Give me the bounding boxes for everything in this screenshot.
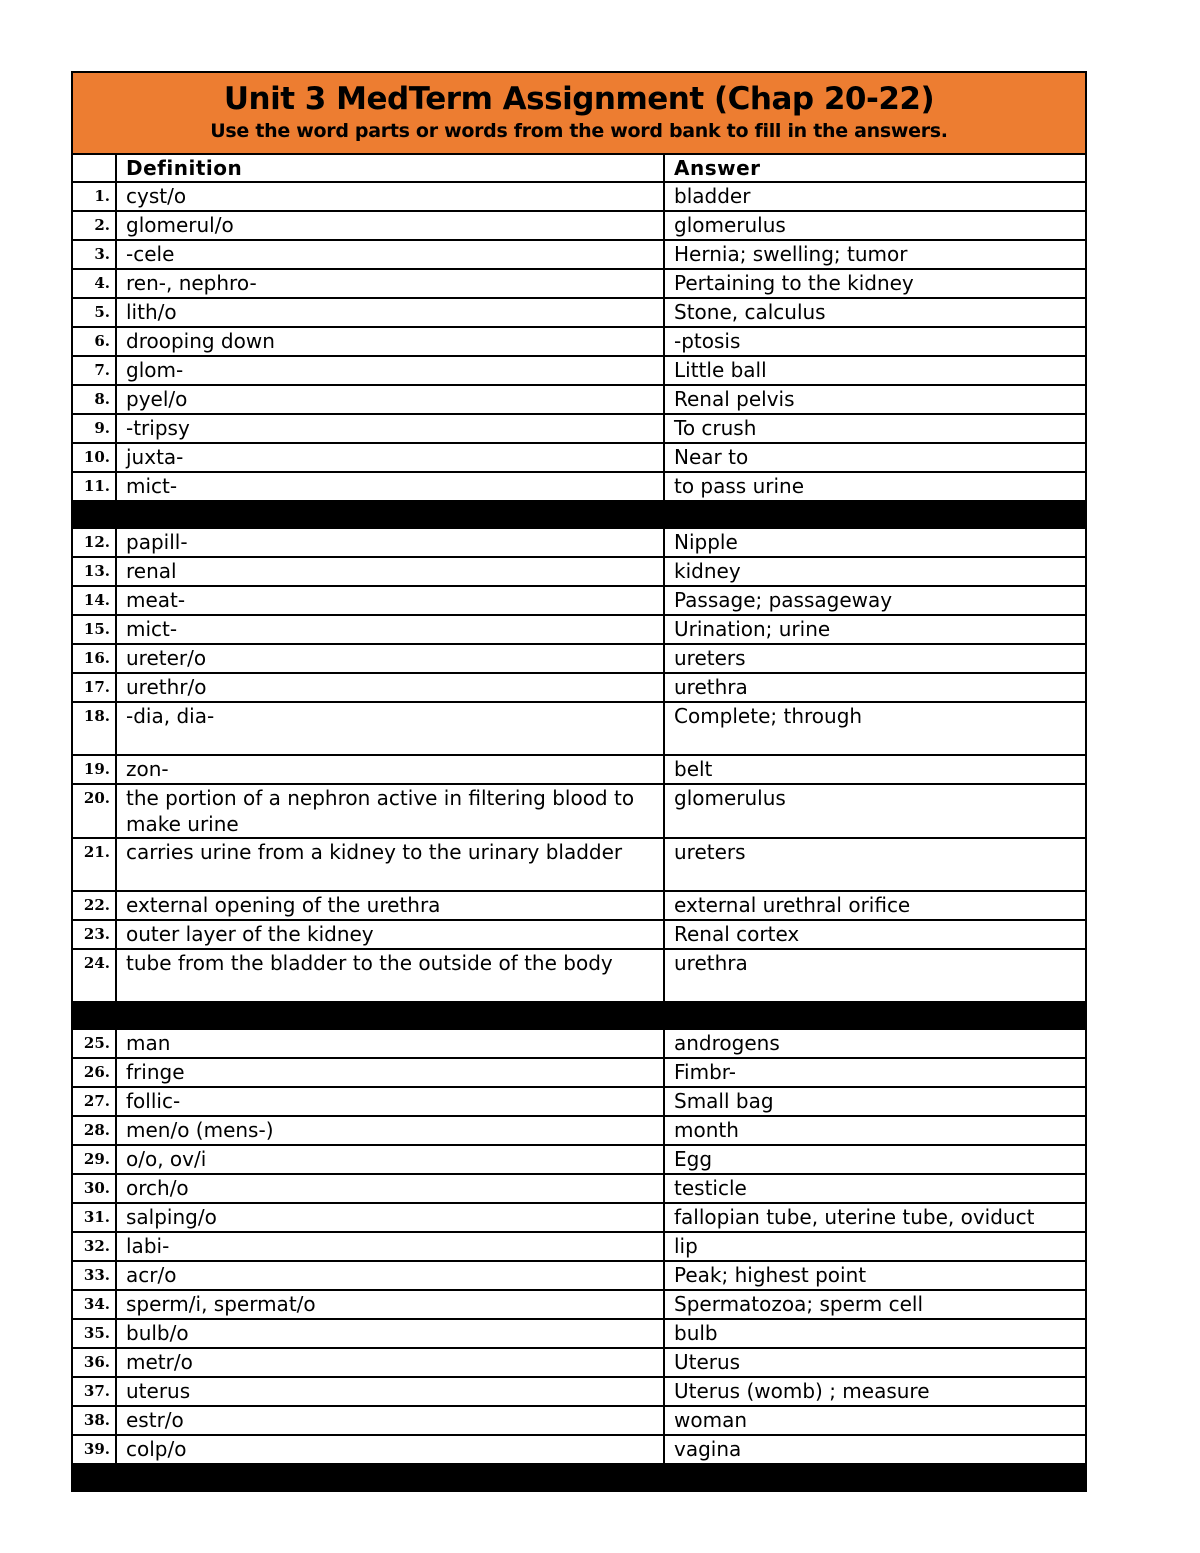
- table-row: [73, 269, 1085, 298]
- answer-cell[interactable]: Stone, calculus: [664, 298, 1085, 327]
- column-header-row: [73, 155, 1085, 182]
- table-row: [73, 1377, 1085, 1406]
- row-number: 33.: [73, 1261, 116, 1290]
- table-row: [73, 1029, 1085, 1058]
- table-row: [73, 1261, 1085, 1290]
- definition-cell: glom-: [116, 356, 664, 385]
- title-banner: [73, 73, 1085, 155]
- row-number: 31.: [73, 1203, 116, 1232]
- definition-cell: meat-: [116, 586, 664, 615]
- row-number: 19.: [73, 755, 116, 784]
- answer-cell[interactable]: urethra: [664, 949, 1085, 1002]
- definition-cell: carries urine from a kidney to the urinary bladder: [116, 838, 664, 891]
- column-header-definition: Definition: [116, 155, 664, 182]
- table-row: [73, 211, 1085, 240]
- answer-cell[interactable]: Small bag: [664, 1087, 1085, 1116]
- row-number: 8.: [73, 385, 116, 414]
- divider-bar: [73, 501, 1085, 528]
- table-row: [73, 1406, 1085, 1435]
- definition-cell: tube from the bladder to the outside of the body: [116, 949, 664, 1002]
- row-number: 22.: [73, 891, 116, 920]
- definition-cell: pyel/o: [116, 385, 664, 414]
- section-divider: [73, 501, 1085, 528]
- assignment-sheet: [71, 71, 1087, 1492]
- definition-cell: acr/o: [116, 1261, 664, 1290]
- answer-cell[interactable]: Hernia; swelling; tumor: [664, 240, 1085, 269]
- definition-cell: bulb/o: [116, 1319, 664, 1348]
- definition-cell: drooping down: [116, 327, 664, 356]
- row-number: 38.: [73, 1406, 116, 1435]
- table-row: [73, 838, 1085, 891]
- table-row: [73, 784, 1085, 838]
- answer-cell[interactable]: Near to: [664, 443, 1085, 472]
- answer-cell[interactable]: Urination; urine: [664, 615, 1085, 644]
- answer-cell[interactable]: Nipple: [664, 528, 1085, 557]
- definition-cell: labi-: [116, 1232, 664, 1261]
- row-number: 23.: [73, 920, 116, 949]
- answer-cell[interactable]: woman: [664, 1406, 1085, 1435]
- row-number: 15.: [73, 615, 116, 644]
- table-row: [73, 891, 1085, 920]
- table-row: [73, 949, 1085, 1002]
- answer-cell[interactable]: Egg: [664, 1145, 1085, 1174]
- answer-cell[interactable]: Uterus (womb) ; measure: [664, 1377, 1085, 1406]
- row-number: 27.: [73, 1087, 116, 1116]
- row-number: 14.: [73, 586, 116, 615]
- column-header-answer: Answer: [664, 155, 1085, 182]
- row-number: 10.: [73, 443, 116, 472]
- section-divider: [73, 1464, 1085, 1490]
- table-row: [73, 443, 1085, 472]
- definition-cell: salping/o: [116, 1203, 664, 1232]
- row-number: 24.: [73, 949, 116, 1002]
- row-number: 34.: [73, 1290, 116, 1319]
- definition-cell: glomerul/o: [116, 211, 664, 240]
- table-row: [73, 1319, 1085, 1348]
- row-number: 16.: [73, 644, 116, 673]
- answer-cell[interactable]: Uterus: [664, 1348, 1085, 1377]
- row-number: 26.: [73, 1058, 116, 1087]
- table-row: [73, 472, 1085, 501]
- definition-cell: urethr/o: [116, 673, 664, 702]
- row-number: 17.: [73, 673, 116, 702]
- answer-cell[interactable]: glomerulus: [664, 211, 1085, 240]
- row-number: 3.: [73, 240, 116, 269]
- answer-cell[interactable]: bladder: [664, 182, 1085, 211]
- table-row: [73, 644, 1085, 673]
- answer-cell[interactable]: belt: [664, 755, 1085, 784]
- definition-cell: -cele: [116, 240, 664, 269]
- table-row: [73, 615, 1085, 644]
- answer-cell[interactable]: external urethral orifice: [664, 891, 1085, 920]
- row-number: 13.: [73, 557, 116, 586]
- definition-cell: external opening of the urethra: [116, 891, 664, 920]
- table-row: [73, 673, 1085, 702]
- answer-cell[interactable]: To crush: [664, 414, 1085, 443]
- row-number: 11.: [73, 472, 116, 501]
- table-row: [73, 1203, 1085, 1232]
- definition-cell: outer layer of the kidney: [116, 920, 664, 949]
- answer-cell[interactable]: bulb: [664, 1319, 1085, 1348]
- answer-cell[interactable]: Little ball: [664, 356, 1085, 385]
- definition-cell: colp/o: [116, 1435, 664, 1464]
- table-row: [73, 528, 1085, 557]
- table-row: [73, 1145, 1085, 1174]
- answer-cell[interactable]: androgens: [664, 1029, 1085, 1058]
- row-number: 28.: [73, 1116, 116, 1145]
- definition-cell: -dia, dia-: [116, 702, 664, 755]
- definition-cell: lith/o: [116, 298, 664, 327]
- definition-cell: ureter/o: [116, 644, 664, 673]
- table-row: [73, 298, 1085, 327]
- table-row: [73, 1174, 1085, 1203]
- row-number: 4.: [73, 269, 116, 298]
- row-number: 35.: [73, 1319, 116, 1348]
- row-number: 29.: [73, 1145, 116, 1174]
- table-row: [73, 702, 1085, 755]
- answer-cell[interactable]: lip: [664, 1232, 1085, 1261]
- definition-cell: zon-: [116, 755, 664, 784]
- answer-cell[interactable]: kidney: [664, 557, 1085, 586]
- row-number: 37.: [73, 1377, 116, 1406]
- definition-cell: mict-: [116, 472, 664, 501]
- row-number: 9.: [73, 414, 116, 443]
- answer-cell[interactable]: glomerulus: [664, 784, 1085, 838]
- definition-cell: o/o, ov/i: [116, 1145, 664, 1174]
- definition-cell: estr/o: [116, 1406, 664, 1435]
- row-number: 2.: [73, 211, 116, 240]
- definition-cell: man: [116, 1029, 664, 1058]
- definition-cell: follic-: [116, 1087, 664, 1116]
- answer-cell[interactable]: fallopian tube, uterine tube, oviduct: [664, 1203, 1085, 1232]
- table-row: [73, 1290, 1085, 1319]
- table-row: [73, 586, 1085, 615]
- definition-cell: ren-, nephro-: [116, 269, 664, 298]
- definition-cell: metr/o: [116, 1348, 664, 1377]
- table-row: [73, 1232, 1085, 1261]
- answer-cell[interactable]: Spermatozoa; sperm cell: [664, 1290, 1085, 1319]
- definition-cell: cyst/o: [116, 182, 664, 211]
- definition-cell: mict-: [116, 615, 664, 644]
- table-row: [73, 755, 1085, 784]
- table-row: [73, 240, 1085, 269]
- page-title: Unit 3 MedTerm Assignment (Chap 20-22): [223, 81, 935, 117]
- table-row: [73, 1087, 1085, 1116]
- row-number: 36.: [73, 1348, 116, 1377]
- answer-cell[interactable]: month: [664, 1116, 1085, 1145]
- answer-cell[interactable]: ureters: [664, 644, 1085, 673]
- table-row: [73, 1348, 1085, 1377]
- table-row: [73, 1058, 1085, 1087]
- definition-cell: papill-: [116, 528, 664, 557]
- table-row: [73, 385, 1085, 414]
- row-number: 25.: [73, 1029, 116, 1058]
- row-number: 5.: [73, 298, 116, 327]
- section-divider: [73, 1002, 1085, 1029]
- divider-bar: [73, 1002, 1085, 1029]
- row-number: 30.: [73, 1174, 116, 1203]
- definition-cell: uterus: [116, 1377, 664, 1406]
- answer-cell[interactable]: Renal cortex: [664, 920, 1085, 949]
- table-row: [73, 414, 1085, 443]
- answer-cell[interactable]: to pass urine: [664, 472, 1085, 501]
- row-number: 1.: [73, 182, 116, 211]
- row-number: 21.: [73, 838, 116, 891]
- table-row: [73, 327, 1085, 356]
- table-row: [73, 356, 1085, 385]
- definition-cell: fringe: [116, 1058, 664, 1087]
- row-number: 18.: [73, 702, 116, 755]
- definition-cell: juxta-: [116, 443, 664, 472]
- table-row: [73, 1116, 1085, 1145]
- definition-cell: sperm/i, spermat/o: [116, 1290, 664, 1319]
- answer-cell[interactable]: Peak; highest point: [664, 1261, 1085, 1290]
- definition-cell: orch/o: [116, 1174, 664, 1203]
- table-row: [73, 557, 1085, 586]
- instructions: Use the word parts or words from the word bank to fill in the answers.: [210, 120, 948, 142]
- answer-cell[interactable]: Complete; through: [664, 702, 1085, 755]
- answer-cell[interactable]: ureters: [664, 838, 1085, 891]
- row-number: 32.: [73, 1232, 116, 1261]
- answer-cell[interactable]: Pertaining to the kidney: [664, 269, 1085, 298]
- divider-bar: [73, 1464, 1085, 1490]
- answer-cell[interactable]: Renal pelvis: [664, 385, 1085, 414]
- answer-cell[interactable]: Fimbr-: [664, 1058, 1085, 1087]
- column-header-number: [73, 155, 116, 182]
- answer-cell[interactable]: Passage; passageway: [664, 586, 1085, 615]
- answer-cell[interactable]: testicle: [664, 1174, 1085, 1203]
- answer-cell[interactable]: vagina: [664, 1435, 1085, 1464]
- definition-cell: -tripsy: [116, 414, 664, 443]
- definition-cell: men/o (mens-): [116, 1116, 664, 1145]
- term-table: [73, 155, 1085, 1490]
- row-number: 7.: [73, 356, 116, 385]
- table-row: [73, 920, 1085, 949]
- table-row: [73, 182, 1085, 211]
- row-number: 20.: [73, 784, 116, 838]
- row-number: 12.: [73, 528, 116, 557]
- answer-cell[interactable]: urethra: [664, 673, 1085, 702]
- definition-cell: renal: [116, 557, 664, 586]
- definition-cell: the portion of a nephron active in filtering blood to make urine: [116, 784, 664, 838]
- row-number: 39.: [73, 1435, 116, 1464]
- row-number: 6.: [73, 327, 116, 356]
- answer-cell[interactable]: -ptosis: [664, 327, 1085, 356]
- table-row: [73, 1435, 1085, 1464]
